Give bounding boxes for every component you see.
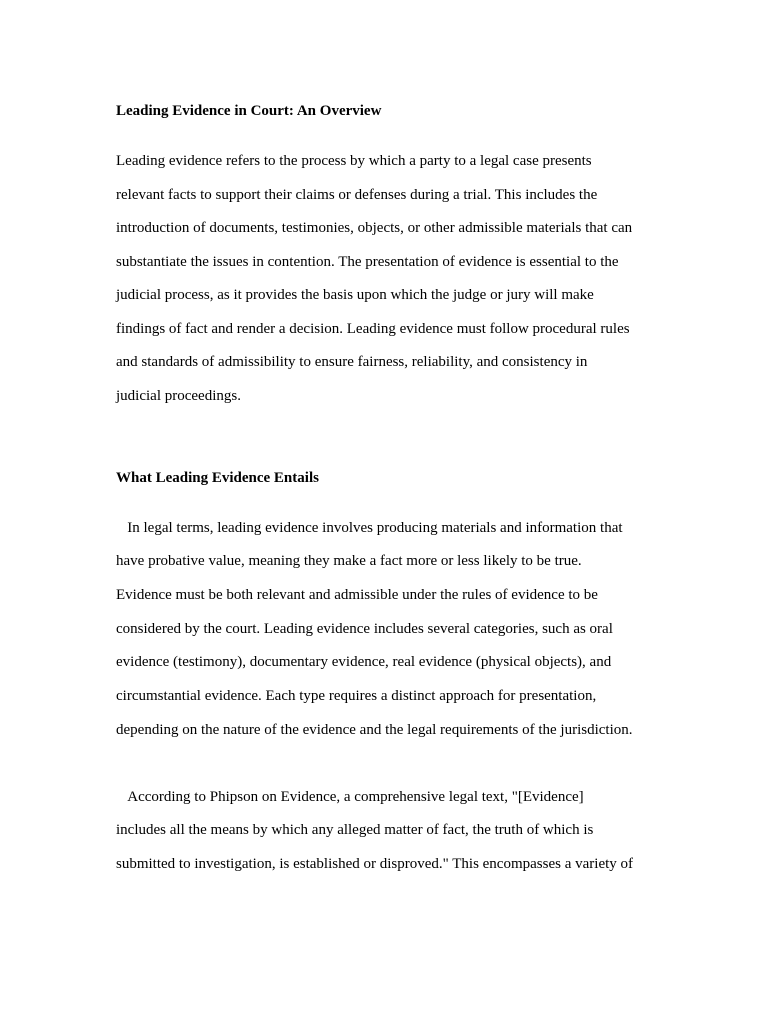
body-text-line: have probative value, meaning they make a fact more or less likely to be true. bbox=[116, 553, 582, 569]
body-text-line: evidence (testimony), documentary evidence, real evidence (physical objects), and bbox=[116, 654, 612, 670]
body-text-line: Leading evidence refers to the process by which a party to a legal case presents bbox=[116, 153, 592, 169]
body-text-line: judicial proceedings. bbox=[116, 388, 241, 404]
body-text-line: depending on the nature of the evidence and the legal requirements of the jurisdiction. bbox=[116, 722, 633, 738]
body-text-line: substantiate the issues in contention. The presentation of evidence is essential to the bbox=[116, 254, 619, 270]
body-text-line: and standards of admissibility to ensure fairness, reliability, and consistency in bbox=[116, 354, 588, 370]
body-text-line: introduction of documents, testimonies, objects, or other admissible materials that can bbox=[116, 220, 633, 236]
body-text-line: considered by the court. Leading evidence includes several categories, such as oral bbox=[116, 621, 613, 637]
body-text-line: Evidence must be both relevant and admissible under the rules of evidence to be bbox=[116, 587, 598, 603]
body-text-line: In legal terms, leading evidence involves producing materials and information that bbox=[116, 520, 623, 536]
section-heading: Leading Evidence in Court: An Overview bbox=[116, 103, 382, 119]
body-text-line: relevant facts to support their claims or defenses during a trial. This includes the bbox=[116, 187, 598, 203]
section-heading: What Leading Evidence Entails bbox=[116, 470, 319, 486]
body-text-line: includes all the means by which any alleged matter of fact, the truth of which is bbox=[116, 822, 594, 838]
body-text-line: submitted to investigation, is established or disproved." This encompasses a variety of bbox=[116, 856, 634, 872]
body-text-line: judicial process, as it provides the basis upon which the judge or jury will make bbox=[116, 287, 594, 303]
body-text-line: circumstantial evidence. Each type requires a distinct approach for presentation, bbox=[116, 688, 597, 704]
body-text-line: According to Phipson on Evidence, a comprehensive legal text, "[Evidence] bbox=[116, 789, 584, 805]
body-text-line: findings of fact and render a decision. Leading evidence must follow procedural rules bbox=[116, 321, 630, 337]
